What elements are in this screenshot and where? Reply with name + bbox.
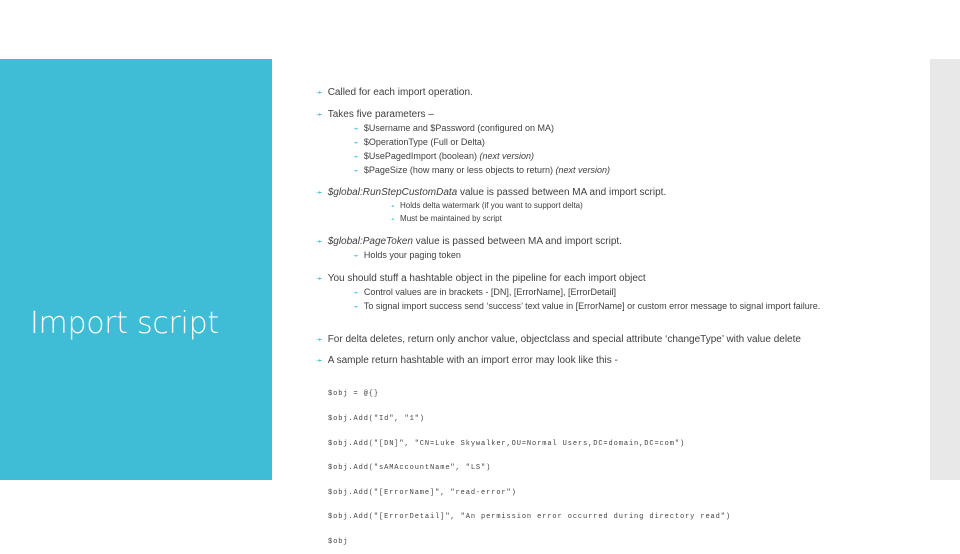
bullet-arrow-icon: ➛ [316,335,323,344]
code-line: $obj.Add("Id", "1") [328,415,425,424]
bullet-hashtable: ➛ You should stuff a hashtable object in the pipeline for each import object [316,273,646,284]
slide-title: Import script [30,306,219,341]
bullet-delta-deletes: ➛ For delta deletes, return only anchor value, objectclass and special attribute ‘changeType’ with value delete [316,334,801,345]
bullet-arrow-icon: ➛ [390,204,396,210]
sub-bullet-operation-type: ➛ $OperationType (Full or Delta) [353,137,485,147]
code-line: $obj.Add("[DN]", "CN=Luke Skywalker,OU=Normal Users,DC=domain,DC=com") [328,439,686,448]
sub-bullet-maintained: ➛ Must be maintained by script [390,214,502,223]
sub-bullet-delta-watermark: ➛ Holds delta watermark (if you want to support delta) [390,201,583,210]
bullet-arrow-icon: ➛ [316,110,323,119]
code-line: $obj = @{} [328,390,380,399]
bullet-arrow-icon: ➛ [316,237,323,246]
bullet-arrow-icon: ➛ [316,356,323,365]
bullet-arrow-icon: ➛ [316,274,323,283]
bullet-arrow-icon: ➛ [353,140,359,147]
code-line: $obj.Add("sAMAccountName", "LS") [328,464,492,473]
sub-bullet-paging-token: ➛ Holds your paging token [353,250,461,260]
bullet-arrow-icon: ➛ [353,290,359,297]
bullet-called-for-each: ➛ Called for each import operation. [316,87,473,98]
bullet-arrow-icon: ➛ [353,304,359,311]
bullet-arrow-icon: ➛ [353,168,359,175]
code-line: $obj.Add("[ErrorName]", "read-error") [328,488,517,497]
bullet-sample-hashtable: ➛ A sample return hashtable with an import error may look like this - [316,355,618,366]
bullet-five-parameters: ➛ Takes five parameters – [316,109,434,120]
code-sample [328,374,731,554]
bullet-arrow-icon: ➛ [353,253,359,260]
bullet-page-token: ➛ $global:PageToken value is passed between MA and import script. [316,236,622,247]
bullet-arrow-icon: ➛ [316,188,323,197]
scroll-gutter [930,59,960,480]
bullet-arrow-icon: ➛ [353,126,359,133]
title-panel [0,59,272,480]
sub-bullet-signal-success: ➛ To signal import success send ‘success’ text value in [ErrorName] or custom error message to signal import failure. [353,301,821,311]
bullet-arrow-icon: ➛ [390,217,396,223]
sub-bullet-page-size: ➛ $PageSize (how many or less objects to return) (next version) [353,165,610,175]
bullet-runstep-custom-data: ➛ $global:RunStepCustomData value is passed between MA and import script. [316,187,667,198]
bullet-arrow-icon: ➛ [316,88,323,97]
bullet-arrow-icon: ➛ [353,154,359,161]
code-line: $obj.Add("[ErrorDetail]", "An permission error occurred during directory read") [328,513,731,522]
sub-bullet-control-values: ➛ Control values are in brackets - [DN], [ErrorName], [ErrorDetail] [353,287,616,297]
sub-bullet-paged-import: ➛ $UsePagedImport (boolean) (next version) [353,151,534,161]
sub-bullet-username: ➛ $Username and $Password (configured on MA) [353,123,554,133]
code-line: $obj [328,538,349,547]
